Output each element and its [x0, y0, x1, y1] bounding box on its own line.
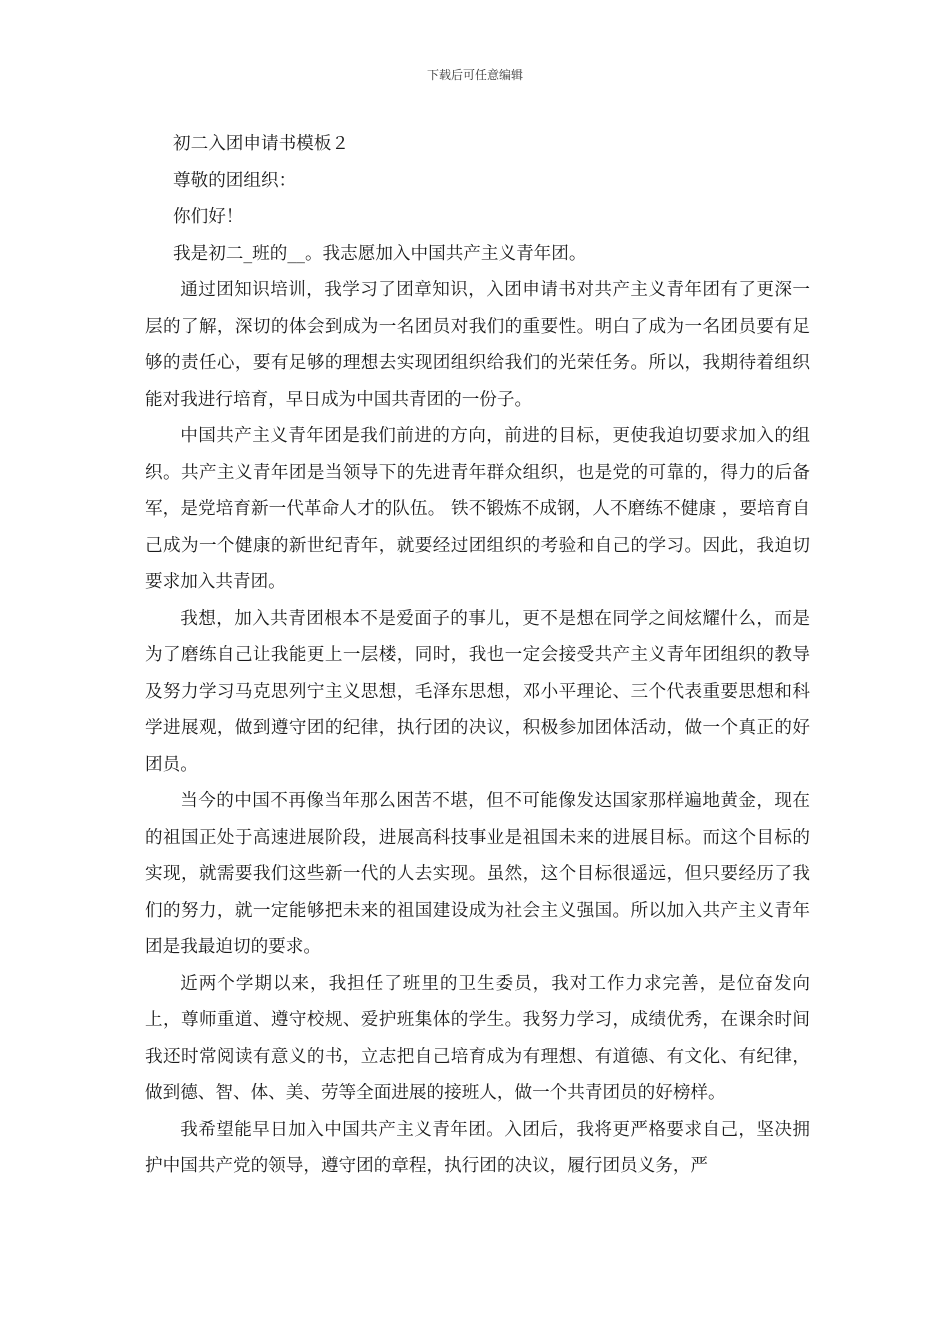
- document-title: 初二入团申请书模板２: [173, 134, 349, 154]
- page-header-note: 下载后可任意编辑: [426, 68, 523, 82]
- paragraph-1: 通过团知识培训，我学习了团章知识，入团申请书对共产主义青年团有了更深一层的了解，深切的体会到成为一名团员对我们的重要性。明白了成为一名团员要有足够的责任心，要有足够的理想去实现团组织给我们的光荣任务。所以，我期待着组织能对我进行培育，早日成为中国共青团的一份子。: [145, 280, 810, 410]
- paragraph-6: 我希望能早日加入中国共产主义青年团。入团后，我将更严格要求自己，坚决拥护中国共产党的领导，遵守团的章程，执行团的决议，履行团员义务，严: [145, 1119, 810, 1176]
- paragraph-2: 中国共产主义青年团是我们前进的方向，前进的目标，更使我迫切要求加入的组织。共产主义青年团是当领导下的先进青年群众组织，也是党的可靠的，得力的后备军，是党培育新一代革命人才的队伍。 铁不锻炼不成钢，人不磨练不健康 ，要培育自己成为一个健康的新世纪青年，就要经过团组织的考验和自己的学习。因此，我迫切要求加入共青团。: [145, 426, 810, 592]
- paragraph-3: 我想，加入共青团根本不是爱面子的事儿，更不是想在同学之间炫耀什么，而是为了磨练自己让我能更上一层楼，同时，我也一定会接受共产主义青年团组织的教导及努力学习马克思列宁主义思想，毛泽东思想，邓小平理论、三个代表重要思想和科学进展观，做到遵守团的纪律，执行团的决议，积极参加团体活动，做一个真正的好团员。: [145, 608, 810, 775]
- document-body: [145, 126, 810, 1185]
- intro-line: 我是初二_班的__。我志愿加入中国共产主义青年团。: [173, 243, 587, 264]
- salutation: 尊敬的团组织：: [173, 170, 297, 191]
- paragraph-4: 当今的中国不再像当年那么困苦不堪，但不可能像发达国家那样遍地黄金，现在的祖国正处于高速进展阶段，进展高科技事业是祖国未来的进展目标。而这个目标的实现，就需要我们这些新一代的人去实现。虽然，这个目标很遥远，但只要经历了我们的努力，就一定能够把未来的祖国建设成为社会主义强国。所以加入共产主义青年团是我最迫切的要求。: [145, 791, 810, 957]
- paragraph-5: 近两个学期以来，我担任了班里的卫生委员，我对工作力求完善，是位奋发向上，尊师重道、遵守校规、爱护班集体的学生。我努力学习，成绩优秀，在课余时间我还时常阅读有意义的书，立志把自己培育成为有理想、有道德、有文化、有纪律，做到德、智、体、美、劳等全面进展的接班人，做一个共青团员的好榜样。: [145, 973, 810, 1103]
- greeting: 你们好！: [173, 207, 244, 227]
